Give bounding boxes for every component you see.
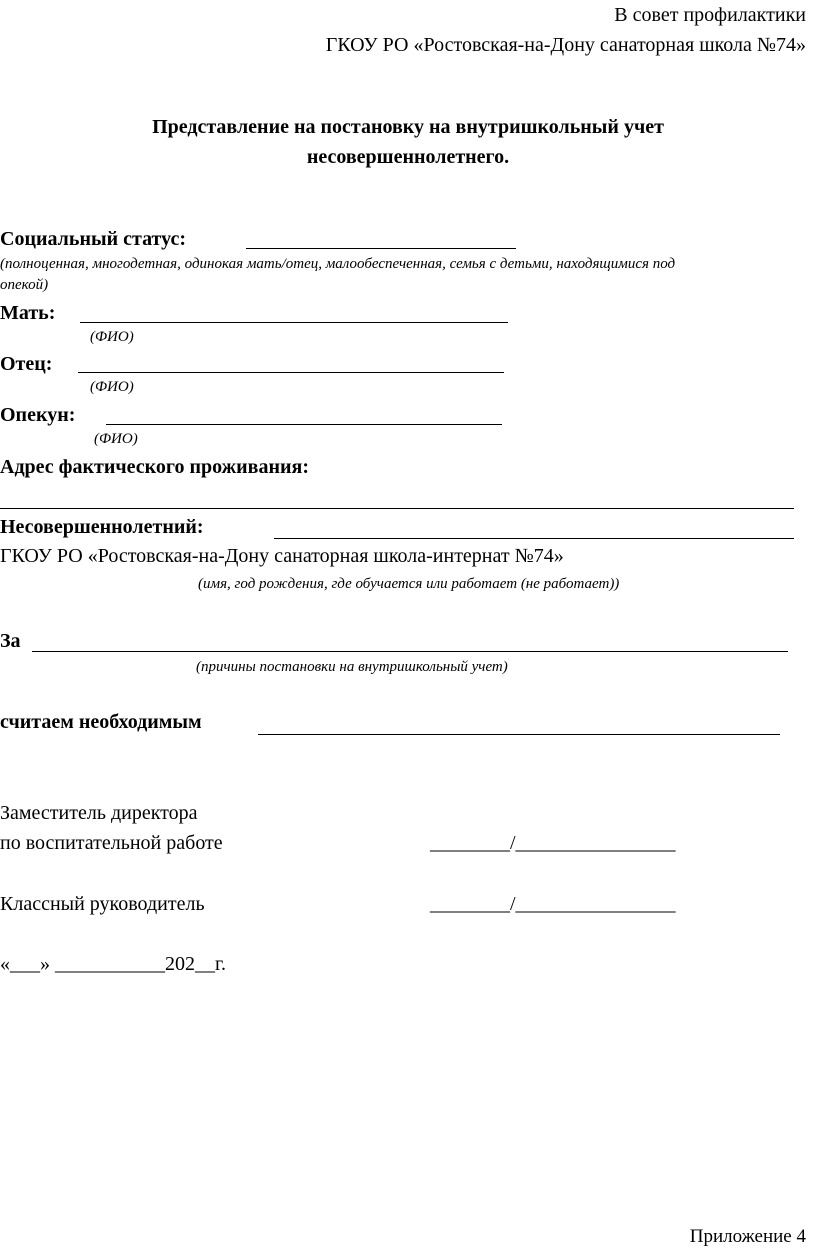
deputy-title-line-2: по воспитательной работе <box>0 832 223 854</box>
date-field[interactable]: «___» ___________202__г. <box>0 953 226 975</box>
social-status-label: Социальный статус: <box>0 228 187 250</box>
recipient-line-2: ГКОУ РО «Ростовская-на-Дону санаторная школа №74» <box>325 34 806 56</box>
minor-field[interactable] <box>274 538 794 539</box>
address-label: Адрес фактического проживания: <box>0 456 310 478</box>
social-status-hint-2: опекой) <box>0 277 49 293</box>
class-teacher-signature-field[interactable]: ________/________________ <box>430 893 676 915</box>
class-teacher-title: Классный руководитель <box>0 893 205 915</box>
deputy-title-line-1: Заместитель директора <box>0 802 198 824</box>
mother-field[interactable] <box>80 322 508 323</box>
reason-hint: (причины постановки на внутришкольный учет) <box>196 659 508 675</box>
guardian-hint: (ФИО) <box>94 431 138 447</box>
social-status-field[interactable] <box>246 248 516 249</box>
father-field[interactable] <box>78 372 504 373</box>
document-title-line-2: несовершеннолетнего. <box>306 146 510 168</box>
minor-school: ГКОУ РО «Ростовская-на-Дону санаторная школа-интернат №74» <box>0 545 564 567</box>
minor-hint: (имя, год рождения, где обучается или работает (не работает)) <box>198 576 620 592</box>
social-status-hint-1: (полноценная, многодетная, одинокая мать/отец, малообеспеченная, семья с детьми, находящимися под <box>0 256 676 272</box>
reason-label: За <box>0 630 21 652</box>
father-label: Отец: <box>0 353 53 375</box>
reason-field[interactable] <box>32 651 788 652</box>
recipient-line-1: В совет профилактики <box>614 4 806 26</box>
mother-label: Мать: <box>0 302 56 324</box>
necessary-field[interactable] <box>258 734 780 735</box>
address-field[interactable] <box>0 508 794 509</box>
guardian-field[interactable] <box>106 424 502 425</box>
father-hint: (ФИО) <box>90 379 134 395</box>
necessary-label: считаем необходимым <box>0 711 202 733</box>
mother-hint: (ФИО) <box>90 329 134 345</box>
minor-label: Несовершеннолетний: <box>0 516 204 538</box>
deputy-signature-field[interactable]: ________/________________ <box>430 832 676 854</box>
appendix-label: Приложение 4 <box>689 1226 806 1247</box>
guardian-label: Опекун: <box>0 404 76 426</box>
document-title-line-1: Представление на постановку на внутришкольный учет <box>152 116 664 138</box>
